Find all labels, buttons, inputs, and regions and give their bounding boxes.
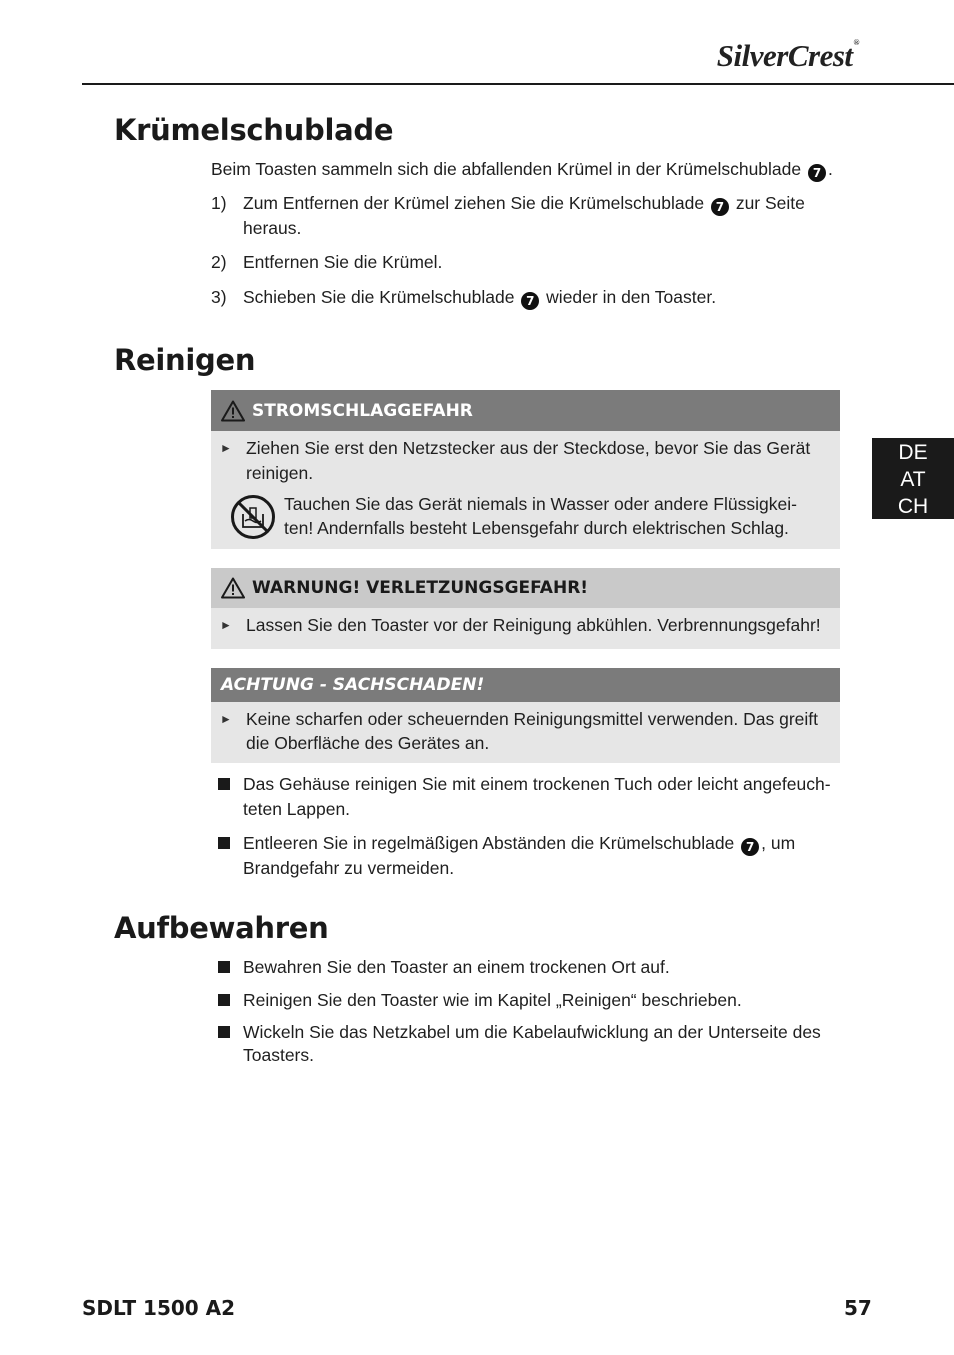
ref-number-badge: 7: [711, 198, 729, 216]
caution-box-title: ACHTUNG - SACHSCHADEN!: [221, 675, 485, 695]
step-number: 3): [211, 287, 227, 307]
section-title-reinigen: Reinigen: [114, 343, 256, 377]
ref-number-badge: 7: [521, 292, 539, 310]
brand-logo: [717, 38, 859, 74]
step-2-text: Entfernen Sie die Krümel.: [243, 252, 443, 272]
immersion-note-line: Tauchen Sie das Gerät niemals in Wasser oder andere Flüssigkei-: [284, 494, 797, 514]
step-3-pre: Schieben Sie die Krümelschublade: [243, 287, 515, 307]
warning-triangle-icon: [221, 577, 245, 599]
arrow-bullet-icon: ►: [220, 712, 232, 726]
square-bullet-icon: [218, 837, 230, 849]
square-bullet-icon: [218, 778, 230, 790]
list-item-post: , um: [761, 833, 796, 853]
square-bullet-icon: [218, 1026, 230, 1038]
list-item-line: Brandgefahr zu vermeiden.: [243, 858, 455, 878]
list-item-pre: Entleeren Sie in regelmäßigen Abständen die Krümelschublade: [243, 833, 735, 853]
immersion-note-line: ten! Andernfalls besteht Lebensgefahr durch elektrischen Schlag.: [284, 518, 789, 538]
intro-paragraph: [211, 157, 833, 182]
step-3-post: wieder in den Toaster.: [546, 287, 717, 307]
step-1-cont: heraus.: [243, 218, 302, 238]
header-rule: [82, 83, 954, 85]
warning-box-header: [211, 390, 840, 431]
step-1-text: [243, 191, 805, 216]
warning-box-title: STROMSCHLAGGEFAHR: [252, 400, 473, 421]
arrow-bullet-icon: ►: [220, 441, 232, 455]
warning-item-line: Ziehen Sie erst den Netzstecker aus der Steckdose, bevor Sie das Gerät: [246, 438, 811, 458]
list-item-line: Das Gehäuse reinigen Sie mit einem trockenen Tuch oder leicht angefeuch-: [243, 774, 831, 794]
intro-end: .: [828, 159, 833, 179]
caution-item-line: die Oberfläche des Gerätes an.: [246, 733, 490, 753]
ref-number-badge: 7: [808, 164, 826, 182]
list-item-line: Toasters.: [243, 1045, 314, 1065]
lang-code: CH: [897, 495, 929, 518]
brand-name: SilverCrest: [716, 38, 853, 73]
warning-triangle-icon: [221, 400, 245, 422]
section-title-kruemelschublade: Krümelschublade: [114, 113, 394, 147]
list-item-line: Bewahren Sie den Toaster an einem trockenen Ort auf.: [243, 957, 670, 977]
warning-box-header: [211, 568, 840, 608]
warning-item-line: reinigen.: [246, 463, 314, 483]
list-item-line: [243, 831, 795, 856]
caution-item-line: Keine scharfen oder scheuernden Reinigungsmittel verwenden. Das greift: [246, 709, 818, 729]
square-bullet-icon: [218, 994, 230, 1006]
warning-box-title: WARNUNG! VERLETZUNGSGEFAHR!: [252, 578, 589, 598]
page-number: 57: [844, 1296, 872, 1320]
square-bullet-icon: [218, 961, 230, 973]
step-1-pre: Zum Entfernen der Krümel ziehen Sie die Krümelschublade: [243, 193, 705, 213]
ref-number-badge: 7: [741, 838, 759, 856]
language-tab: [872, 438, 954, 519]
step-3-text: [243, 285, 716, 310]
intro-text: Beim Toasten sammeln sich die abfallenden Krümel in der Krümelschublade: [211, 159, 802, 179]
footer-model-number: SDLT 1500 A2: [82, 1296, 236, 1320]
lang-code: AT: [900, 468, 926, 491]
step-number: 2): [211, 252, 227, 272]
lang-code: DE: [898, 441, 928, 464]
list-item-line: teten Lappen.: [243, 799, 351, 819]
step-1-post: zur Seite: [735, 193, 805, 213]
registered-mark: ®: [853, 38, 859, 47]
list-item-line: Wickeln Sie das Netzkabel um die Kabelaufwicklung an der Unterseite des: [243, 1022, 821, 1042]
no-water-immersion-icon: [230, 494, 276, 540]
warning-item-line: Lassen Sie den Toaster vor der Reinigung abkühlen. Verbrennungsgefahr!: [246, 615, 821, 635]
section-title-aufbewahren: Aufbewahren: [114, 911, 329, 945]
caution-box-header: [211, 668, 840, 702]
step-number: 1): [211, 193, 227, 213]
arrow-bullet-icon: ►: [220, 618, 232, 632]
list-item-line: Reinigen Sie den Toaster wie im Kapitel „Reinigen“ beschrieben.: [243, 990, 742, 1010]
